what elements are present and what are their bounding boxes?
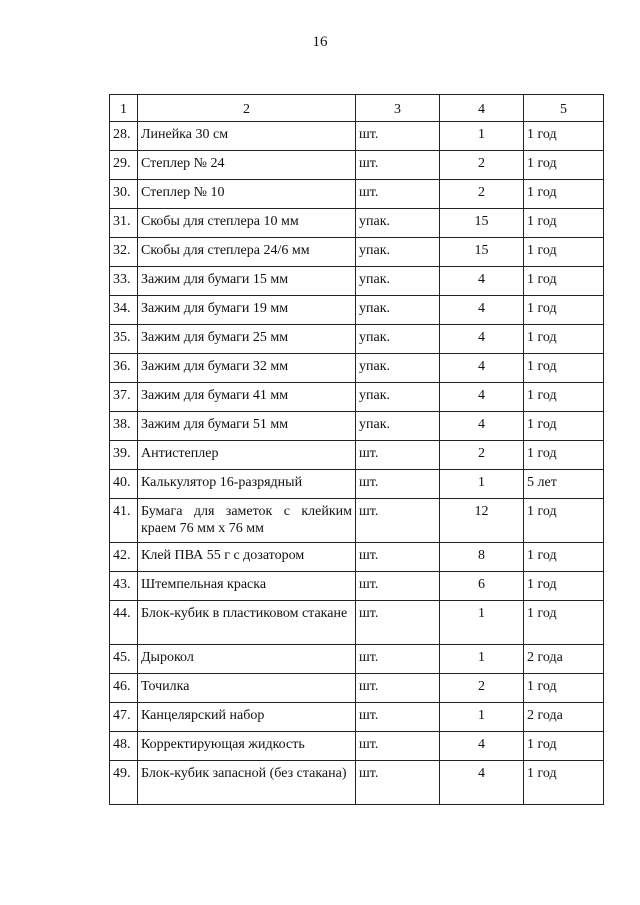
header-col-3: 3 — [356, 95, 440, 122]
item-term: 1 год — [524, 325, 604, 354]
row-number: 42. — [110, 543, 138, 572]
item-quantity: 1 — [440, 645, 524, 674]
row-number: 46. — [110, 674, 138, 703]
item-quantity: 4 — [440, 296, 524, 325]
item-term: 1 год — [524, 151, 604, 180]
table-row — [110, 441, 604, 470]
item-name: Калькулятор 16-разрядный — [138, 470, 356, 499]
item-quantity: 4 — [440, 325, 524, 354]
item-unit: шт. — [356, 470, 440, 499]
table-row — [110, 325, 604, 354]
table-row — [110, 572, 604, 601]
item-unit: шт. — [356, 572, 440, 601]
table-row — [110, 267, 604, 296]
item-term: 1 год — [524, 296, 604, 325]
table-row — [110, 703, 604, 732]
item-name: Скобы для степлера 24/6 мм — [138, 238, 356, 267]
item-unit: шт. — [356, 151, 440, 180]
item-term: 1 год — [524, 761, 604, 805]
row-number: 39. — [110, 441, 138, 470]
item-unit: упак. — [356, 238, 440, 267]
item-quantity: 4 — [440, 267, 524, 296]
row-number: 30. — [110, 180, 138, 209]
row-number: 28. — [110, 122, 138, 151]
item-quantity: 4 — [440, 761, 524, 805]
item-quantity: 2 — [440, 674, 524, 703]
item-quantity: 15 — [440, 238, 524, 267]
item-name: Дырокол — [138, 645, 356, 674]
item-unit: шт. — [356, 499, 440, 543]
table-row — [110, 499, 604, 543]
row-number: 35. — [110, 325, 138, 354]
row-number: 49. — [110, 761, 138, 805]
row-number: 34. — [110, 296, 138, 325]
item-term: 1 год — [524, 674, 604, 703]
table-row — [110, 238, 604, 267]
table-row — [110, 180, 604, 209]
table-row — [110, 383, 604, 412]
item-term: 1 год — [524, 412, 604, 441]
item-term: 2 года — [524, 703, 604, 732]
item-name: Блок-кубик запасной (без стакана) — [138, 761, 356, 805]
item-quantity: 6 — [440, 572, 524, 601]
row-number: 29. — [110, 151, 138, 180]
row-number: 45. — [110, 645, 138, 674]
item-term: 2 года — [524, 645, 604, 674]
item-unit: упак. — [356, 325, 440, 354]
item-term: 5 лет — [524, 470, 604, 499]
row-number: 48. — [110, 732, 138, 761]
table-row — [110, 209, 604, 238]
item-term: 1 год — [524, 209, 604, 238]
row-number: 33. — [110, 267, 138, 296]
table-row — [110, 601, 604, 645]
item-name: Бумага для заметок с клейким краем 76 мм х 76 мм — [138, 499, 356, 543]
table-row — [110, 732, 604, 761]
header-col-5: 5 — [524, 95, 604, 122]
item-quantity: 2 — [440, 180, 524, 209]
table-row — [110, 354, 604, 383]
item-quantity: 4 — [440, 412, 524, 441]
item-quantity: 2 — [440, 151, 524, 180]
item-term: 1 год — [524, 499, 604, 543]
row-number: 43. — [110, 572, 138, 601]
item-name: Блок-кубик в пластиковом стакане — [138, 601, 356, 645]
item-name: Линейка 30 см — [138, 122, 356, 151]
item-name: Зажим для бумаги 51 мм — [138, 412, 356, 441]
item-quantity: 2 — [440, 441, 524, 470]
row-number: 37. — [110, 383, 138, 412]
row-number: 32. — [110, 238, 138, 267]
table-row — [110, 412, 604, 441]
table-row — [110, 296, 604, 325]
item-quantity: 8 — [440, 543, 524, 572]
item-term: 1 год — [524, 383, 604, 412]
table-row — [110, 122, 604, 151]
page-number: 16 — [312, 34, 328, 50]
item-unit: шт. — [356, 703, 440, 732]
item-quantity: 4 — [440, 383, 524, 412]
item-name: Точилка — [138, 674, 356, 703]
row-number: 31. — [110, 209, 138, 238]
item-term: 1 год — [524, 572, 604, 601]
item-unit: шт. — [356, 180, 440, 209]
item-term: 1 год — [524, 238, 604, 267]
row-number: 36. — [110, 354, 138, 383]
table-row — [110, 674, 604, 703]
item-name: Зажим для бумаги 25 мм — [138, 325, 356, 354]
item-unit: упак. — [356, 209, 440, 238]
header-col-1: 1 — [110, 95, 138, 122]
item-name: Штемпельная краска — [138, 572, 356, 601]
item-unit: упак. — [356, 267, 440, 296]
row-number: 44. — [110, 601, 138, 645]
item-unit: упак. — [356, 412, 440, 441]
item-unit: упак. — [356, 354, 440, 383]
item-unit: шт. — [356, 601, 440, 645]
item-quantity: 1 — [440, 703, 524, 732]
header-col-4: 4 — [440, 95, 524, 122]
item-unit: шт. — [356, 674, 440, 703]
table-row — [110, 151, 604, 180]
row-number: 47. — [110, 703, 138, 732]
item-term: 1 год — [524, 180, 604, 209]
item-term: 1 год — [524, 732, 604, 761]
item-term: 1 год — [524, 267, 604, 296]
item-quantity: 1 — [440, 470, 524, 499]
item-name: Антистеплер — [138, 441, 356, 470]
item-unit: шт. — [356, 122, 440, 151]
item-unit: упак. — [356, 296, 440, 325]
item-unit: шт. — [356, 441, 440, 470]
item-unit: шт. — [356, 543, 440, 572]
item-unit: шт. — [356, 761, 440, 805]
item-name: Зажим для бумаги 15 мм — [138, 267, 356, 296]
item-term: 1 год — [524, 441, 604, 470]
item-unit: упак. — [356, 383, 440, 412]
table-header-row — [110, 95, 604, 122]
item-term: 1 год — [524, 543, 604, 572]
item-name: Степлер № 10 — [138, 180, 356, 209]
row-number: 41. — [110, 499, 138, 543]
table-row — [110, 645, 604, 674]
item-term: 1 год — [524, 122, 604, 151]
item-name: Зажим для бумаги 41 мм — [138, 383, 356, 412]
supply-table — [109, 94, 604, 805]
item-unit: шт. — [356, 732, 440, 761]
item-name: Клей ПВА 55 г с дозатором — [138, 543, 356, 572]
item-name: Корректирующая жидкость — [138, 732, 356, 761]
item-unit: шт. — [356, 645, 440, 674]
table-row — [110, 470, 604, 499]
item-quantity: 1 — [440, 122, 524, 151]
row-number: 38. — [110, 412, 138, 441]
item-quantity: 4 — [440, 354, 524, 383]
item-name: Канцелярский набор — [138, 703, 356, 732]
item-name: Зажим для бумаги 19 мм — [138, 296, 356, 325]
row-number: 40. — [110, 470, 138, 499]
item-quantity: 12 — [440, 499, 524, 543]
item-name: Зажим для бумаги 32 мм — [138, 354, 356, 383]
table-row — [110, 761, 604, 805]
item-term: 1 год — [524, 601, 604, 645]
item-quantity: 1 — [440, 601, 524, 645]
item-quantity: 15 — [440, 209, 524, 238]
item-name: Степлер № 24 — [138, 151, 356, 180]
header-col-2: 2 — [138, 95, 356, 122]
item-name: Скобы для степлера 10 мм — [138, 209, 356, 238]
table-row — [110, 543, 604, 572]
item-quantity: 4 — [440, 732, 524, 761]
item-term: 1 год — [524, 354, 604, 383]
